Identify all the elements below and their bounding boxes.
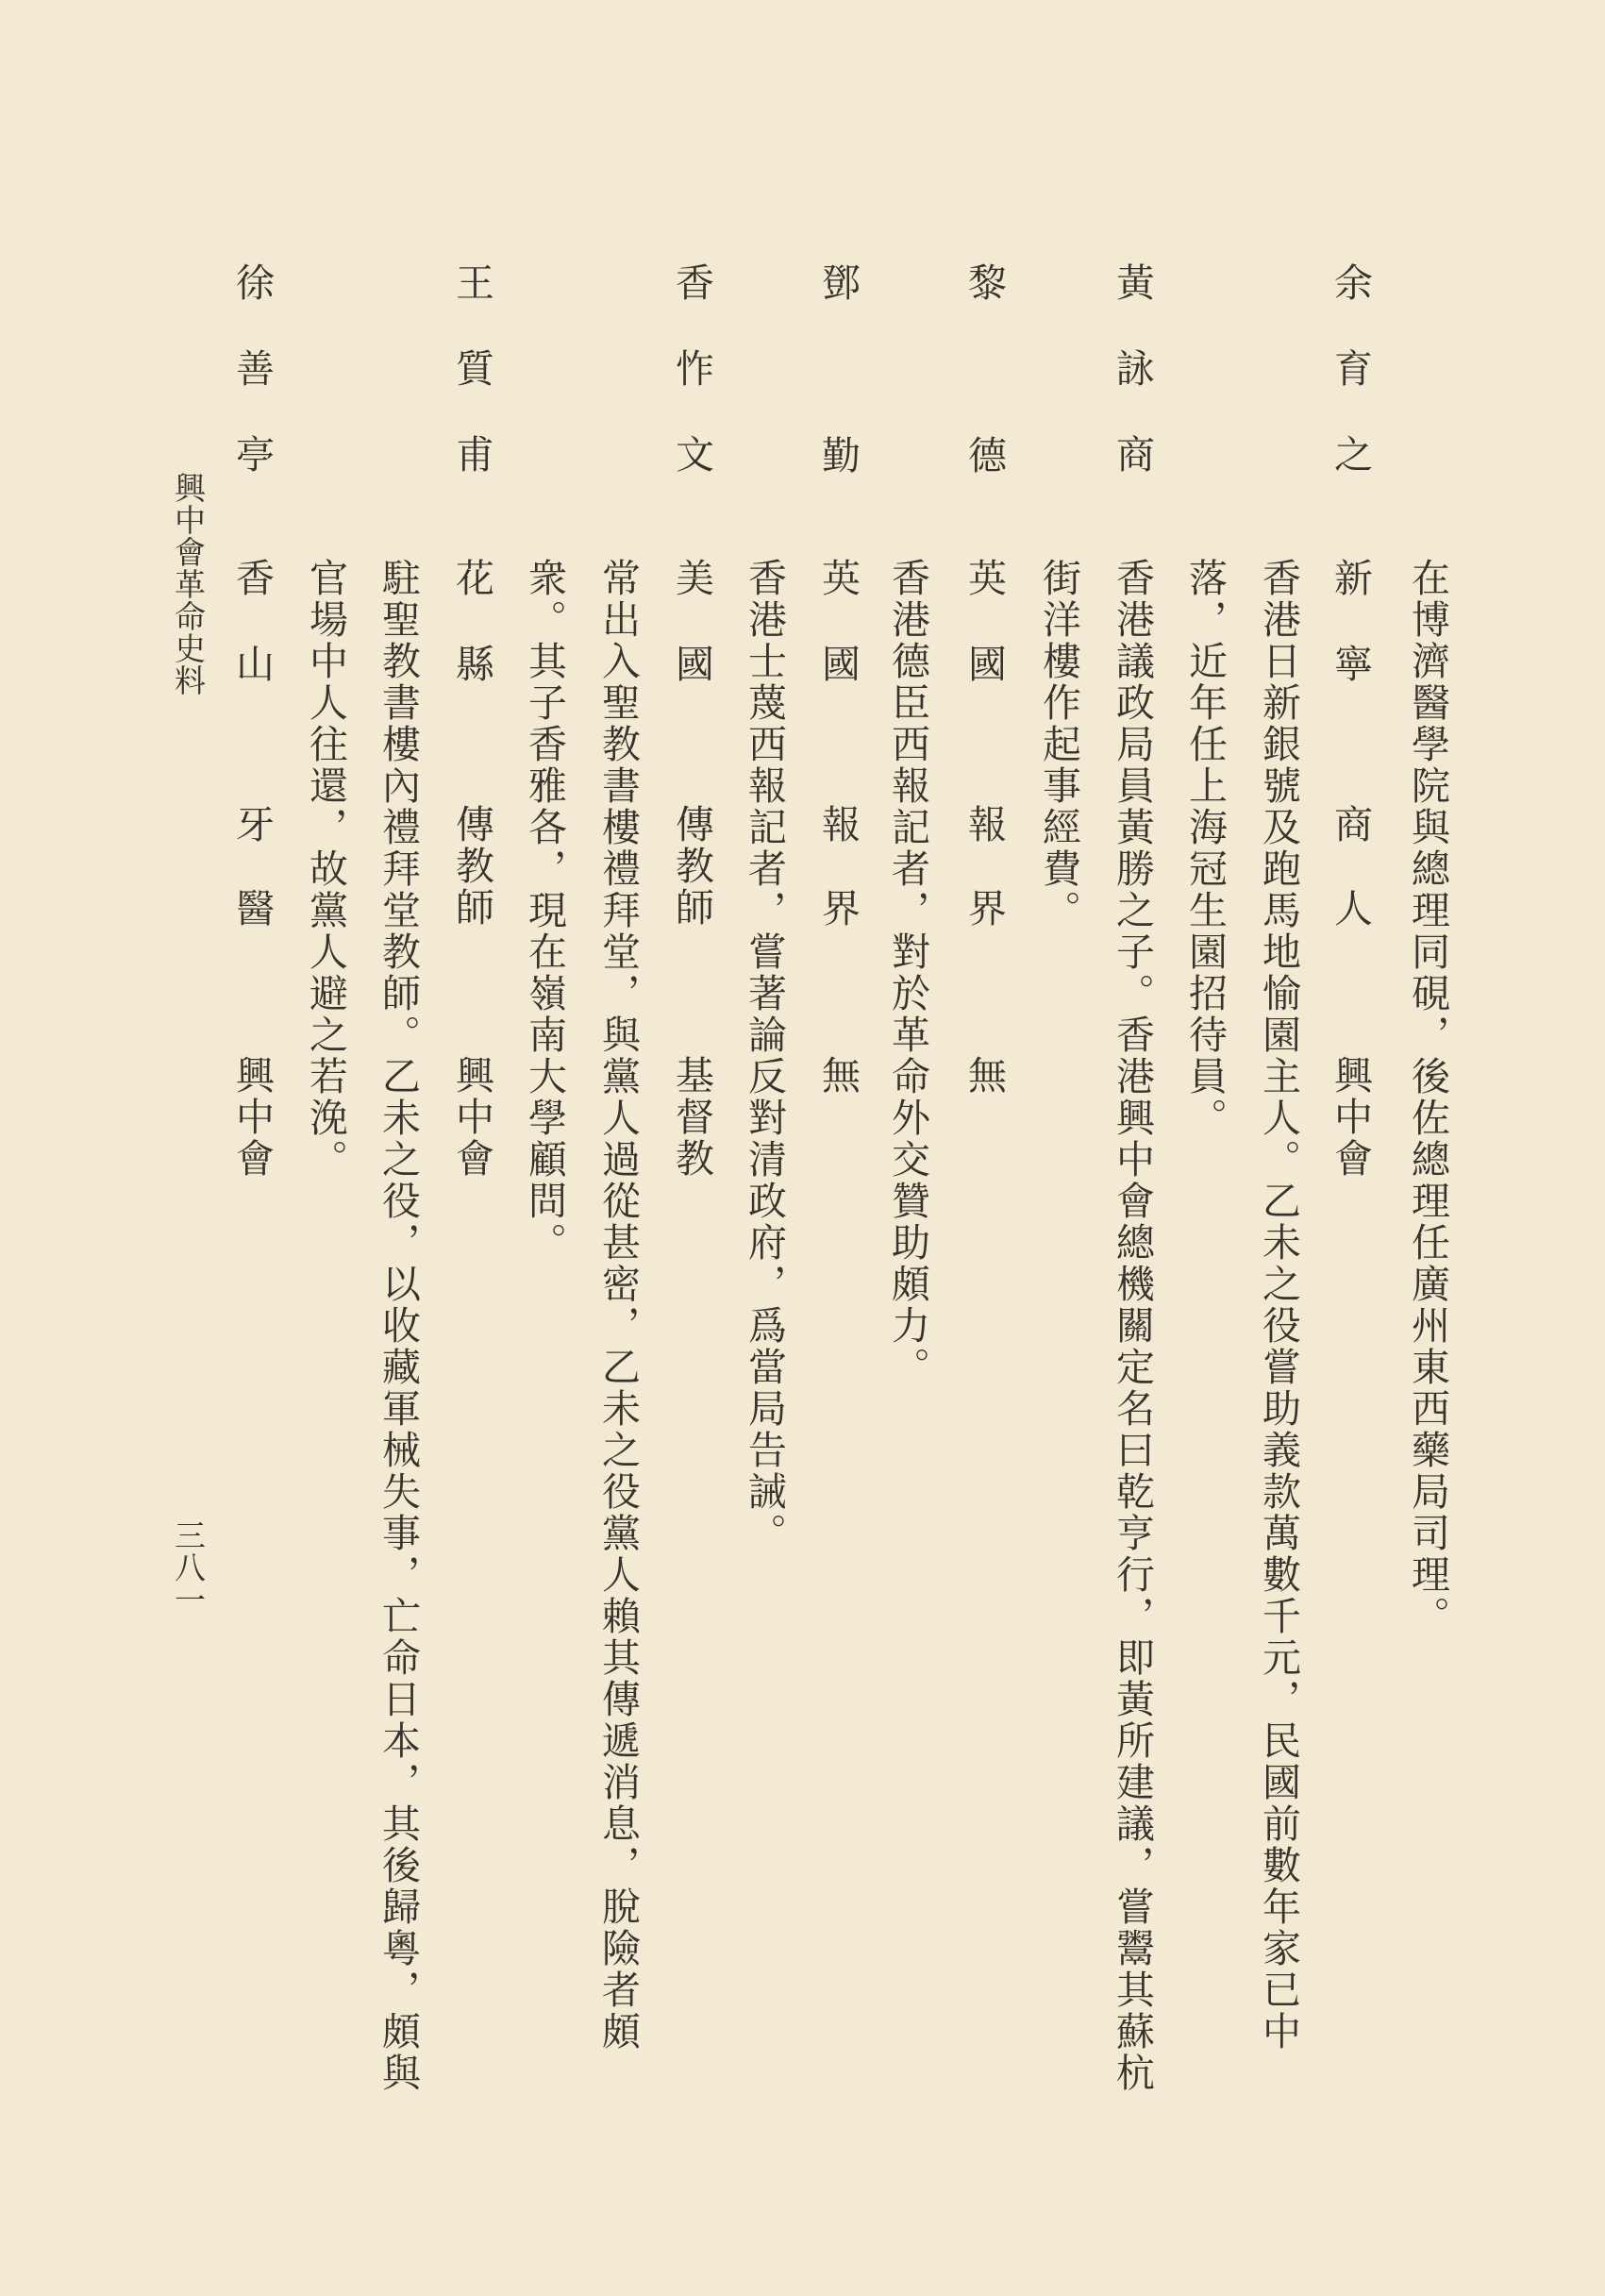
page-number: 三八一 bbox=[170, 1519, 207, 1616]
text-column bbox=[741, 0, 788, 2296]
biography-text: 街洋樓作起事經費。 bbox=[1036, 558, 1081, 931]
text-column bbox=[884, 0, 931, 2296]
biography-text: 官場中人往還，故黨人避之若浼。 bbox=[303, 558, 348, 1181]
native-place: 美國 bbox=[669, 558, 714, 729]
biography-text: 香港德臣西報記者，對於革命外交贊助頗力。 bbox=[885, 558, 930, 1388]
person-name: 徐善亭 bbox=[229, 262, 275, 520]
entry-header-xu-shanting bbox=[228, 0, 276, 2296]
entry-header-deng-qin bbox=[814, 0, 861, 2296]
biography-text: 常出入聖教書樓禮拜堂，與黨人過從甚密，乙未之役黨人賴其傳遞消息，脫險者頗 bbox=[595, 558, 641, 2053]
text-column bbox=[375, 0, 422, 2296]
occupation: 傳教師 bbox=[449, 804, 494, 929]
text-column bbox=[1181, 0, 1229, 2296]
affiliation: 興中會 bbox=[449, 1055, 494, 1180]
biography-text: 駐聖教書樓內禮拜堂教師。乙未之役，以收藏軍械失事，亡命日本，其後歸粵，頗與 bbox=[376, 558, 421, 2094]
person-name: 鄧勤 bbox=[815, 262, 861, 608]
native-place: 花縣 bbox=[449, 558, 494, 729]
text-column bbox=[521, 0, 568, 2296]
affiliation: 無 bbox=[961, 1055, 1007, 1097]
affiliation: 興中會 bbox=[229, 1055, 275, 1180]
entry-header-huang-yongshang bbox=[1109, 0, 1156, 2296]
person-name: 王質甫 bbox=[449, 262, 494, 520]
entry-header-li-de bbox=[961, 0, 1008, 2296]
biography-text: 香港日新銀號及跑馬地愉園主人。乙未之役嘗助義款萬數千元，民國前數年家已中 bbox=[1256, 558, 1301, 2053]
person-name: 黃詠商 bbox=[1110, 262, 1155, 520]
biography-text: 衆。其子香雅各，現在嶺南大學顧問。 bbox=[522, 558, 567, 1264]
text-column bbox=[1255, 0, 1302, 2296]
affiliation: 興中會 bbox=[1328, 1055, 1373, 1180]
person-name: 黎德 bbox=[961, 262, 1007, 608]
entry-header-wang-zhifu bbox=[448, 0, 495, 2296]
native-place: 香山 bbox=[229, 558, 275, 729]
affiliation: 基督教 bbox=[669, 1055, 714, 1180]
text-column bbox=[1404, 0, 1451, 2296]
person-name: 余育之 bbox=[1328, 262, 1373, 520]
biography-text: 香港議政局員黃勝之子。香港興中會總機關定名曰乾亨行，即黃所建議，嘗鬻其蘇杭 bbox=[1110, 558, 1155, 2094]
continuation-text: 在博濟醫學院與總理同硯，後佐總理任廣州東西藥局司理。 bbox=[1405, 558, 1450, 1637]
native-place: 英國 bbox=[961, 558, 1007, 729]
occupation: 報界 bbox=[961, 804, 1007, 972]
occupation: 傳教師 bbox=[669, 804, 714, 929]
text-column bbox=[594, 0, 642, 2296]
occupation: 報界 bbox=[815, 804, 861, 972]
native-place: 英國 bbox=[815, 558, 861, 729]
occupation: 牙醫 bbox=[229, 804, 275, 972]
biography-text: 香港士蔑西報記者，嘗著論反對清政府，爲當局告誡。 bbox=[742, 558, 787, 1554]
text-column bbox=[1035, 0, 1082, 2296]
book-title: 興中會革命史料 bbox=[170, 472, 207, 696]
entry-header-yu-yuzhi bbox=[1327, 0, 1374, 2296]
text-column bbox=[302, 0, 349, 2296]
entry-header-xiang-zuowen bbox=[668, 0, 715, 2296]
person-name: 香怍文 bbox=[669, 262, 714, 520]
page-footer bbox=[164, 0, 211, 2296]
biography-text: 落，近年任上海冠生園招待員。 bbox=[1182, 558, 1228, 1139]
affiliation: 無 bbox=[815, 1055, 861, 1097]
native-place: 新寧 bbox=[1328, 558, 1373, 729]
occupation: 商人 bbox=[1328, 804, 1373, 972]
